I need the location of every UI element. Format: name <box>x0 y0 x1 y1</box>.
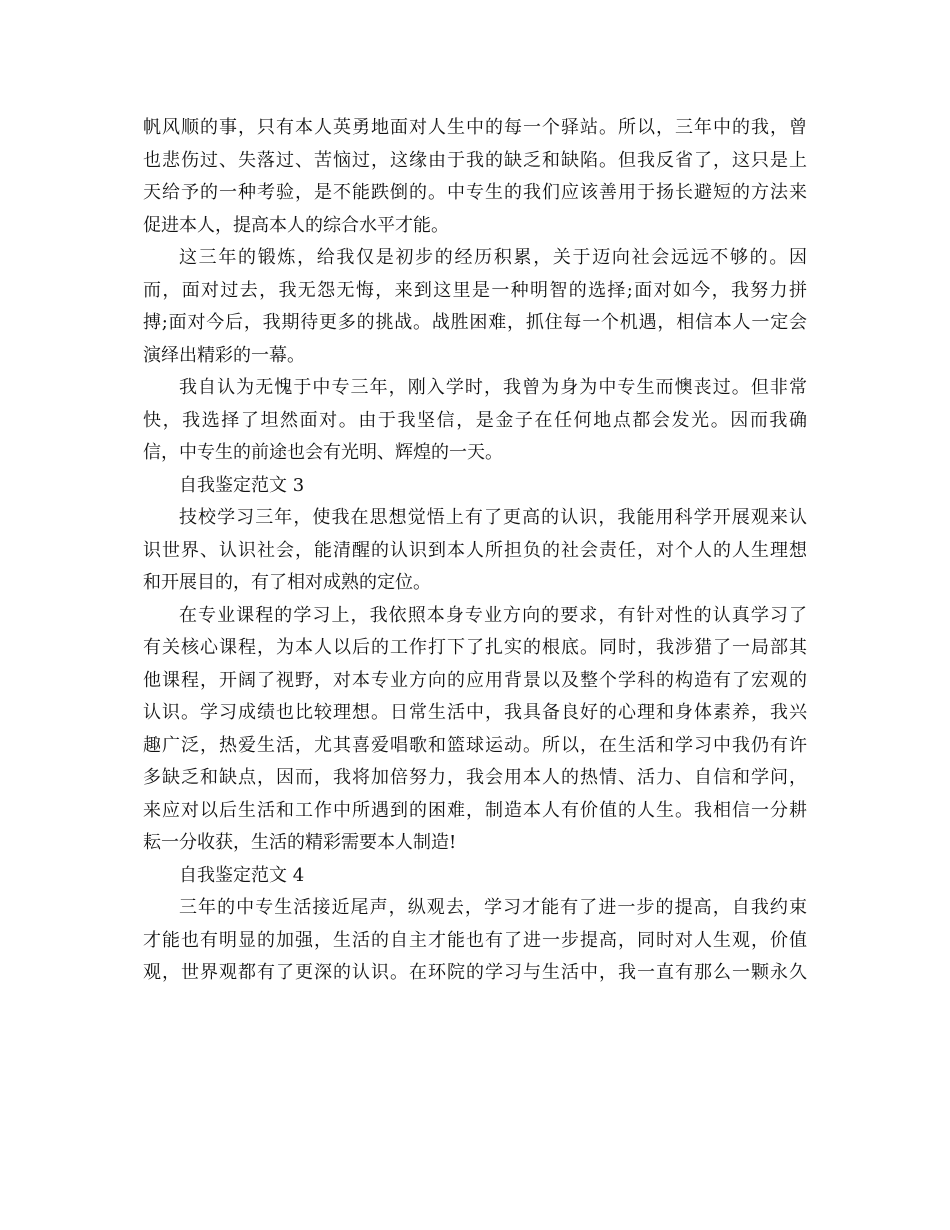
text-line: 才能也有明显的加强，生活的自主才能也有了进一步提高，同时对人生观，价值 <box>143 929 807 951</box>
paragraph-first-line: 三年的中专生活接近尾声，纵观去，学习才能有了进一步的提高，自我约束 <box>179 897 807 918</box>
text-line: 观，世界观都有了更深的认识。在环院的学习与生活中，我一直有那么一颗永久 <box>143 962 807 983</box>
text-line: 他课程，开阔了视野，对本专业方向的应用背景以及整个学科的构造有了宏观的 <box>143 669 807 691</box>
paragraph-first-line: 这三年的锻炼，给我仅是初步的经历积累，关于迈向社会远远不够的。因 <box>179 247 807 268</box>
text-line: 快，我选择了坦然面对。由于我坚信，是金子在任何地点都会发光。因而我确 <box>143 409 807 431</box>
text-line: 多缺乏和缺点，因而，我将加倍努力，我会用本人的热情、活力、自信和学问， <box>143 767 807 788</box>
text-line: 天给予的一种考验，是不能跌倒的。中专生的我们应该善用于扬长避短的方法来 <box>143 182 807 203</box>
body-text <box>143 112 807 990</box>
text-line: 趣广泛，热爱生活，尤其喜爱唱歌和篮球运动。所以，在生活和学习中我仍有许 <box>143 734 807 756</box>
text-line: 帆风顺的事，只有本人英勇地面对人生中的每一个驿站。所以，三年中的我，曾 <box>143 117 807 138</box>
text-line: 和开展目的，有了相对成熟的定位。 <box>143 572 431 593</box>
paragraph-first-line: 我自认为无愧于中专三年，刚入学时，我曾为身为中专生而懊丧过。但非常 <box>179 377 807 398</box>
text-line: 来应对以后生活和工作中所遇到的困难，制造本人有价值的人生。我相信一分耕 <box>143 799 807 821</box>
text-line: 搏;面对今后，我期待更多的挑战。战胜困难，抓住每一个机遇，相信本人一定会 <box>143 312 807 333</box>
section-heading: 自我鉴定范文 3 <box>179 474 305 496</box>
text-line: 而，面对过去，我无怨无悔，来到这里是一种明智的选择;面对如今，我努力拼 <box>143 279 807 301</box>
text-line: 也悲伤过、失落过、苦恼过，这缘由于我的缺乏和缺陷。但我反省了，这只是上 <box>143 149 807 171</box>
paragraph-first-line: 技校学习三年，使我在思想觉悟上有了更高的认识，我能用科学开展观来认 <box>179 507 807 528</box>
text-line: 演绎出精彩的一幕。 <box>143 344 305 366</box>
text-line: 耘一分收获，生活的精彩需要本人制造! <box>143 832 457 853</box>
section-heading: 自我鉴定范文 4 <box>179 864 305 886</box>
text-line: 认识。学习成绩也比较理想。日常生活中，我具备良好的心理和身体素养，我兴 <box>143 702 807 723</box>
text-line: 信，中专生的前途也会有光明、辉煌的一天。 <box>143 442 503 463</box>
text-line: 有关核心课程，为本人以后的工作打下了扎实的根底。同时，我涉猎了一局部其 <box>143 637 807 658</box>
paragraph-first-line: 在专业课程的学习上，我依照本身专业方向的要求，有针对性的认真学习了 <box>179 604 807 626</box>
text-line: 促进本人，提高本人的综合水平才能。 <box>143 214 449 236</box>
text-line: 识世界、认识社会，能清醒的认识到本人所担负的社会责任，对个人的人生理想 <box>143 539 807 561</box>
